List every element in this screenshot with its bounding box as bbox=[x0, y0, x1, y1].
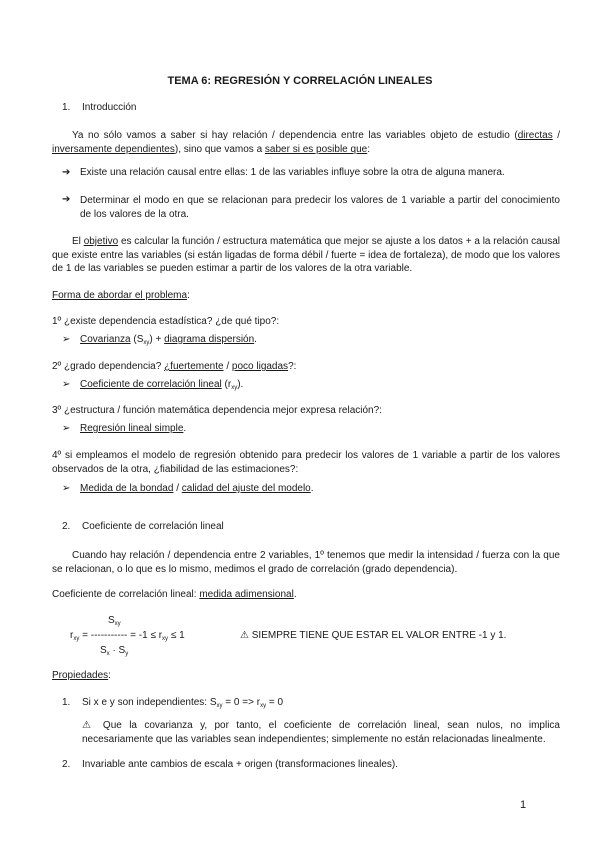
triangle-bullet-icon: ➢ bbox=[62, 423, 71, 434]
correlation-paragraph: Cuando hay relación / dependencia entre 2 variables, 1º tenemos que medir la intensidad / fuerza con la que se relacionan, o lo que es lo mismo, medimos el grado de correlación (grado dependencia). bbox=[52, 550, 560, 575]
section-2-heading: Coeficiente de correlación lineal bbox=[82, 521, 224, 532]
question-4: 4º si empleamos el modelo de regresión obtenido para predecir los valores de 1 variable a partir de los valores observados de la otra, ¿fiabilidad de las estimaciones?: bbox=[52, 450, 560, 475]
formula-main: $r_{xy}$ = ----------- = $-1 \le r_{xy} \le 1$ bbox=[70, 630, 185, 642]
intro-paragraph: Ya no sólo vamos a saber si hay relación / dependencia entre las variables objeto de estudio (directas / inversamente dependientes), sino que vamos a saber si es posible que: bbox=[52, 130, 560, 155]
coefficient-definition: Coeficiente de correlación lineal: medida adimensional. bbox=[52, 589, 297, 600]
property-1-number: 1. bbox=[62, 697, 71, 708]
approach-heading: Forma de abordar el problema: bbox=[52, 290, 190, 301]
question-1: 1º ¿existe dependencia estadística? ¿de qué tipo?: bbox=[52, 316, 280, 327]
bullet-predict-values: Determinar el modo en que se relacionan para predecir los valores de 1 variable a partir del conocimiento de los valores de la otra. bbox=[80, 195, 560, 220]
properties-heading: Propiedades: bbox=[52, 670, 111, 681]
answer-4: Medida de la bondad / calidad del ajuste del modelo. bbox=[80, 483, 314, 494]
section-2-number: 2. bbox=[62, 521, 71, 532]
property-1-note: ⚠ Que la covarianza y, por tanto, el coeficiente de correlación lineal, sean nulos, no implica necesariamente que las variables sean independientes; simplemente no están relacionadas linealmente. bbox=[82, 720, 560, 745]
question-3: 3º ¿estructura / función matemática dependencia mejor expresa relación?: bbox=[52, 405, 382, 416]
arrow-bullet-icon: ➔ bbox=[62, 167, 71, 178]
formula-warning: ⚠ SIEMPRE TIENE QUE ESTAR EL VALOR ENTRE -1 y 1. bbox=[240, 630, 507, 641]
formula-numerator: $S_{xy}$ bbox=[108, 615, 121, 627]
triangle-bullet-icon: ➢ bbox=[62, 379, 71, 390]
triangle-bullet-icon: ➢ bbox=[62, 334, 71, 345]
bullet-causal-relation: Existe una relación causal entre ellas: 1 de las variables influye sobre la otra de alguna manera. bbox=[80, 167, 505, 178]
formula-denominator: $S_x \cdot S_y$ bbox=[100, 645, 129, 657]
property-2-text: Invariable ante cambios de escala + origen (transformaciones lineales). bbox=[82, 759, 399, 770]
answer-3: Regresión lineal simple. bbox=[80, 423, 187, 434]
answer-2: Coeficiente de correlación lineal $(r_{xy})$. bbox=[80, 379, 244, 391]
question-2: 2º ¿grado dependencia? ¿fuertemente / poco ligadas?: bbox=[52, 361, 297, 372]
answer-1: Covarianza $(S_{xy})$ + diagrama dispersión. bbox=[80, 334, 257, 346]
page-title: TEMA 6: REGRESIÓN Y CORRELACIÓN LINEALES bbox=[167, 75, 433, 87]
section-1-heading: Introducción bbox=[82, 102, 137, 113]
page-number: 1 bbox=[520, 799, 527, 811]
property-2-number: 2. bbox=[62, 759, 71, 770]
property-1-text: Si x e y son independientes: $S_{xy} = 0 => r_{xy} = 0$ bbox=[82, 697, 284, 709]
objective-paragraph: El objetivo es calcular la función / estructura matemática que mejor se ajuste a los datos + a la relación causal que existe entre las variables (si están ligadas de forma débil / fuerte = idea de fortaleza), de modo que los valores de 1 de las variables se pueden estimar a partir de los valores de la otra variable. bbox=[52, 236, 560, 274]
arrow-bullet-icon: ➔ bbox=[62, 194, 71, 205]
section-1-number: 1. bbox=[62, 102, 71, 113]
triangle-bullet-icon: ➢ bbox=[62, 483, 71, 494]
